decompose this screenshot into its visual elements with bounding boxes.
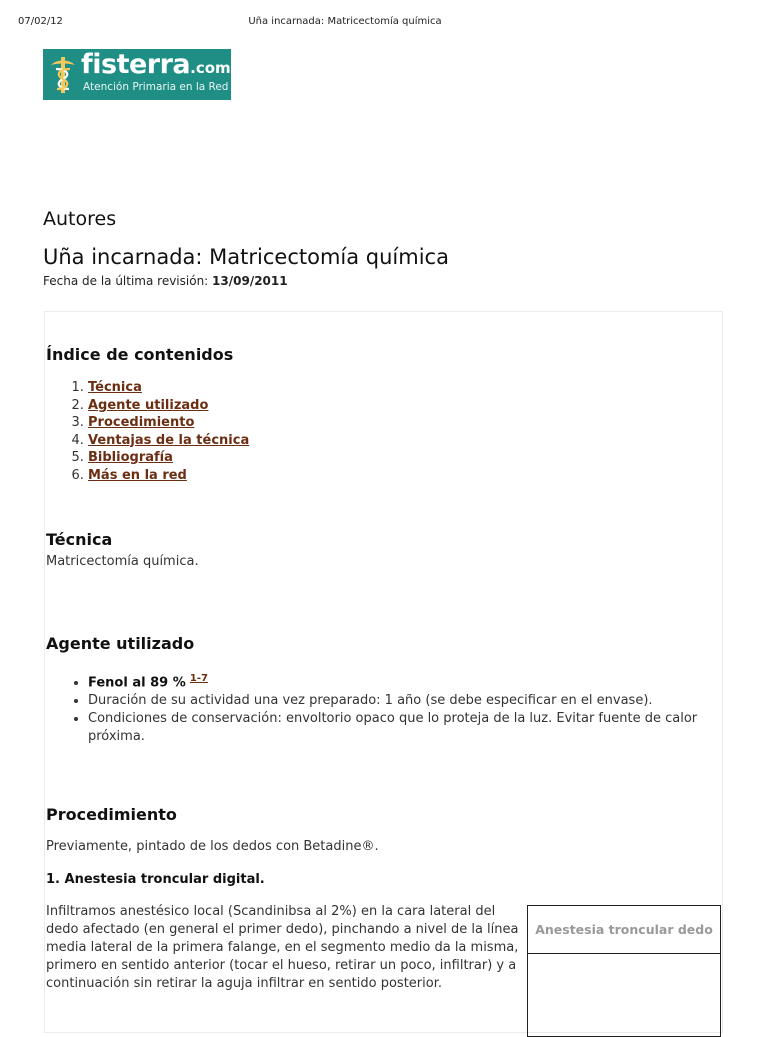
toc-heading: Índice de contenidos: [46, 345, 234, 364]
agente-item: • Condiciones de conservación: envoltorio opaco que lo proteja de la luz. Evitar fuente de calor próxima.: [88, 710, 718, 746]
agente-item: [88, 670, 718, 692]
agente-item: • Duración de su actividad una vez preparado: 1 año (se debe especificar en el envase).: [88, 692, 718, 710]
toc-item: [88, 432, 249, 450]
toc-link-mas-en-la-red[interactable]: Más en la red: [88, 467, 187, 483]
revision-line: [43, 274, 288, 288]
toc-link-agente[interactable]: Agente utilizado: [88, 397, 209, 413]
toc-link-procedimiento[interactable]: Procedimiento: [88, 415, 195, 430]
revision-label: Fecha de la última revisión:: [43, 274, 209, 288]
agente-heading: Agente utilizado: [46, 634, 195, 653]
toc-item: [88, 467, 249, 485]
logo-tagline: Atención Primaria en la Red: [83, 81, 229, 93]
toc-item: [88, 379, 249, 397]
authors-heading: Autores: [43, 208, 117, 230]
print-date: 07/02/12: [18, 16, 63, 27]
toc-item: [88, 449, 249, 467]
print-title: Uña incarnada: Matricectomía química: [248, 16, 442, 27]
toc-link-ventajas[interactable]: Ventajas de la técnica: [88, 432, 250, 448]
logo-wordmark: [81, 49, 231, 80]
content-box: [44, 311, 723, 1033]
logo-name: fisterra: [81, 49, 191, 80]
toc-item: [88, 414, 249, 432]
reference-link[interactable]: 1-7: [189, 673, 208, 684]
fisterra-logo[interactable]: [43, 49, 231, 100]
step-1-title: 1. Anestesia troncular digital.: [46, 872, 265, 887]
caduceus-icon: [47, 55, 79, 95]
tecnica-heading: Técnica: [46, 530, 113, 549]
step-1-text: Infiltramos anestésico local (Scandinibsa al 2%) en la cara lateral del dedo afectado (en general el primer dedo), pinchando a nivel de la línea media lateral de la primera falange, en el segmento medio da la misma, primero en sentido anterior (tocar el hueso, retirar un poco, infiltrar) y a continuación sin retirar la aguja infiltrar en sentido posterior.: [46, 904, 519, 991]
procedimiento-intro: Previamente, pintado de los dedos con Betadine®.: [46, 839, 379, 854]
tecnica-text: Matricectomía química.: [46, 554, 199, 569]
page-title: Uña incarnada: Matricectomía química: [43, 245, 449, 269]
revision-date: 13/09/2011: [212, 274, 288, 288]
toc-list: [46, 379, 249, 484]
procedimiento-heading: Procedimiento: [46, 805, 177, 824]
toc-link-tecnica[interactable]: Técnica: [88, 380, 142, 395]
toc-link-bibliografia[interactable]: Bibliografía: [88, 450, 173, 465]
agente-list: [46, 670, 718, 746]
figure-caption: Anestesia troncular dedo: [528, 906, 720, 954]
figure-box: [527, 905, 721, 1037]
logo-domain: .com: [190, 59, 231, 77]
agente-item-fenol: Fenol al 89 %: [88, 675, 186, 691]
toc-item: [88, 397, 249, 415]
